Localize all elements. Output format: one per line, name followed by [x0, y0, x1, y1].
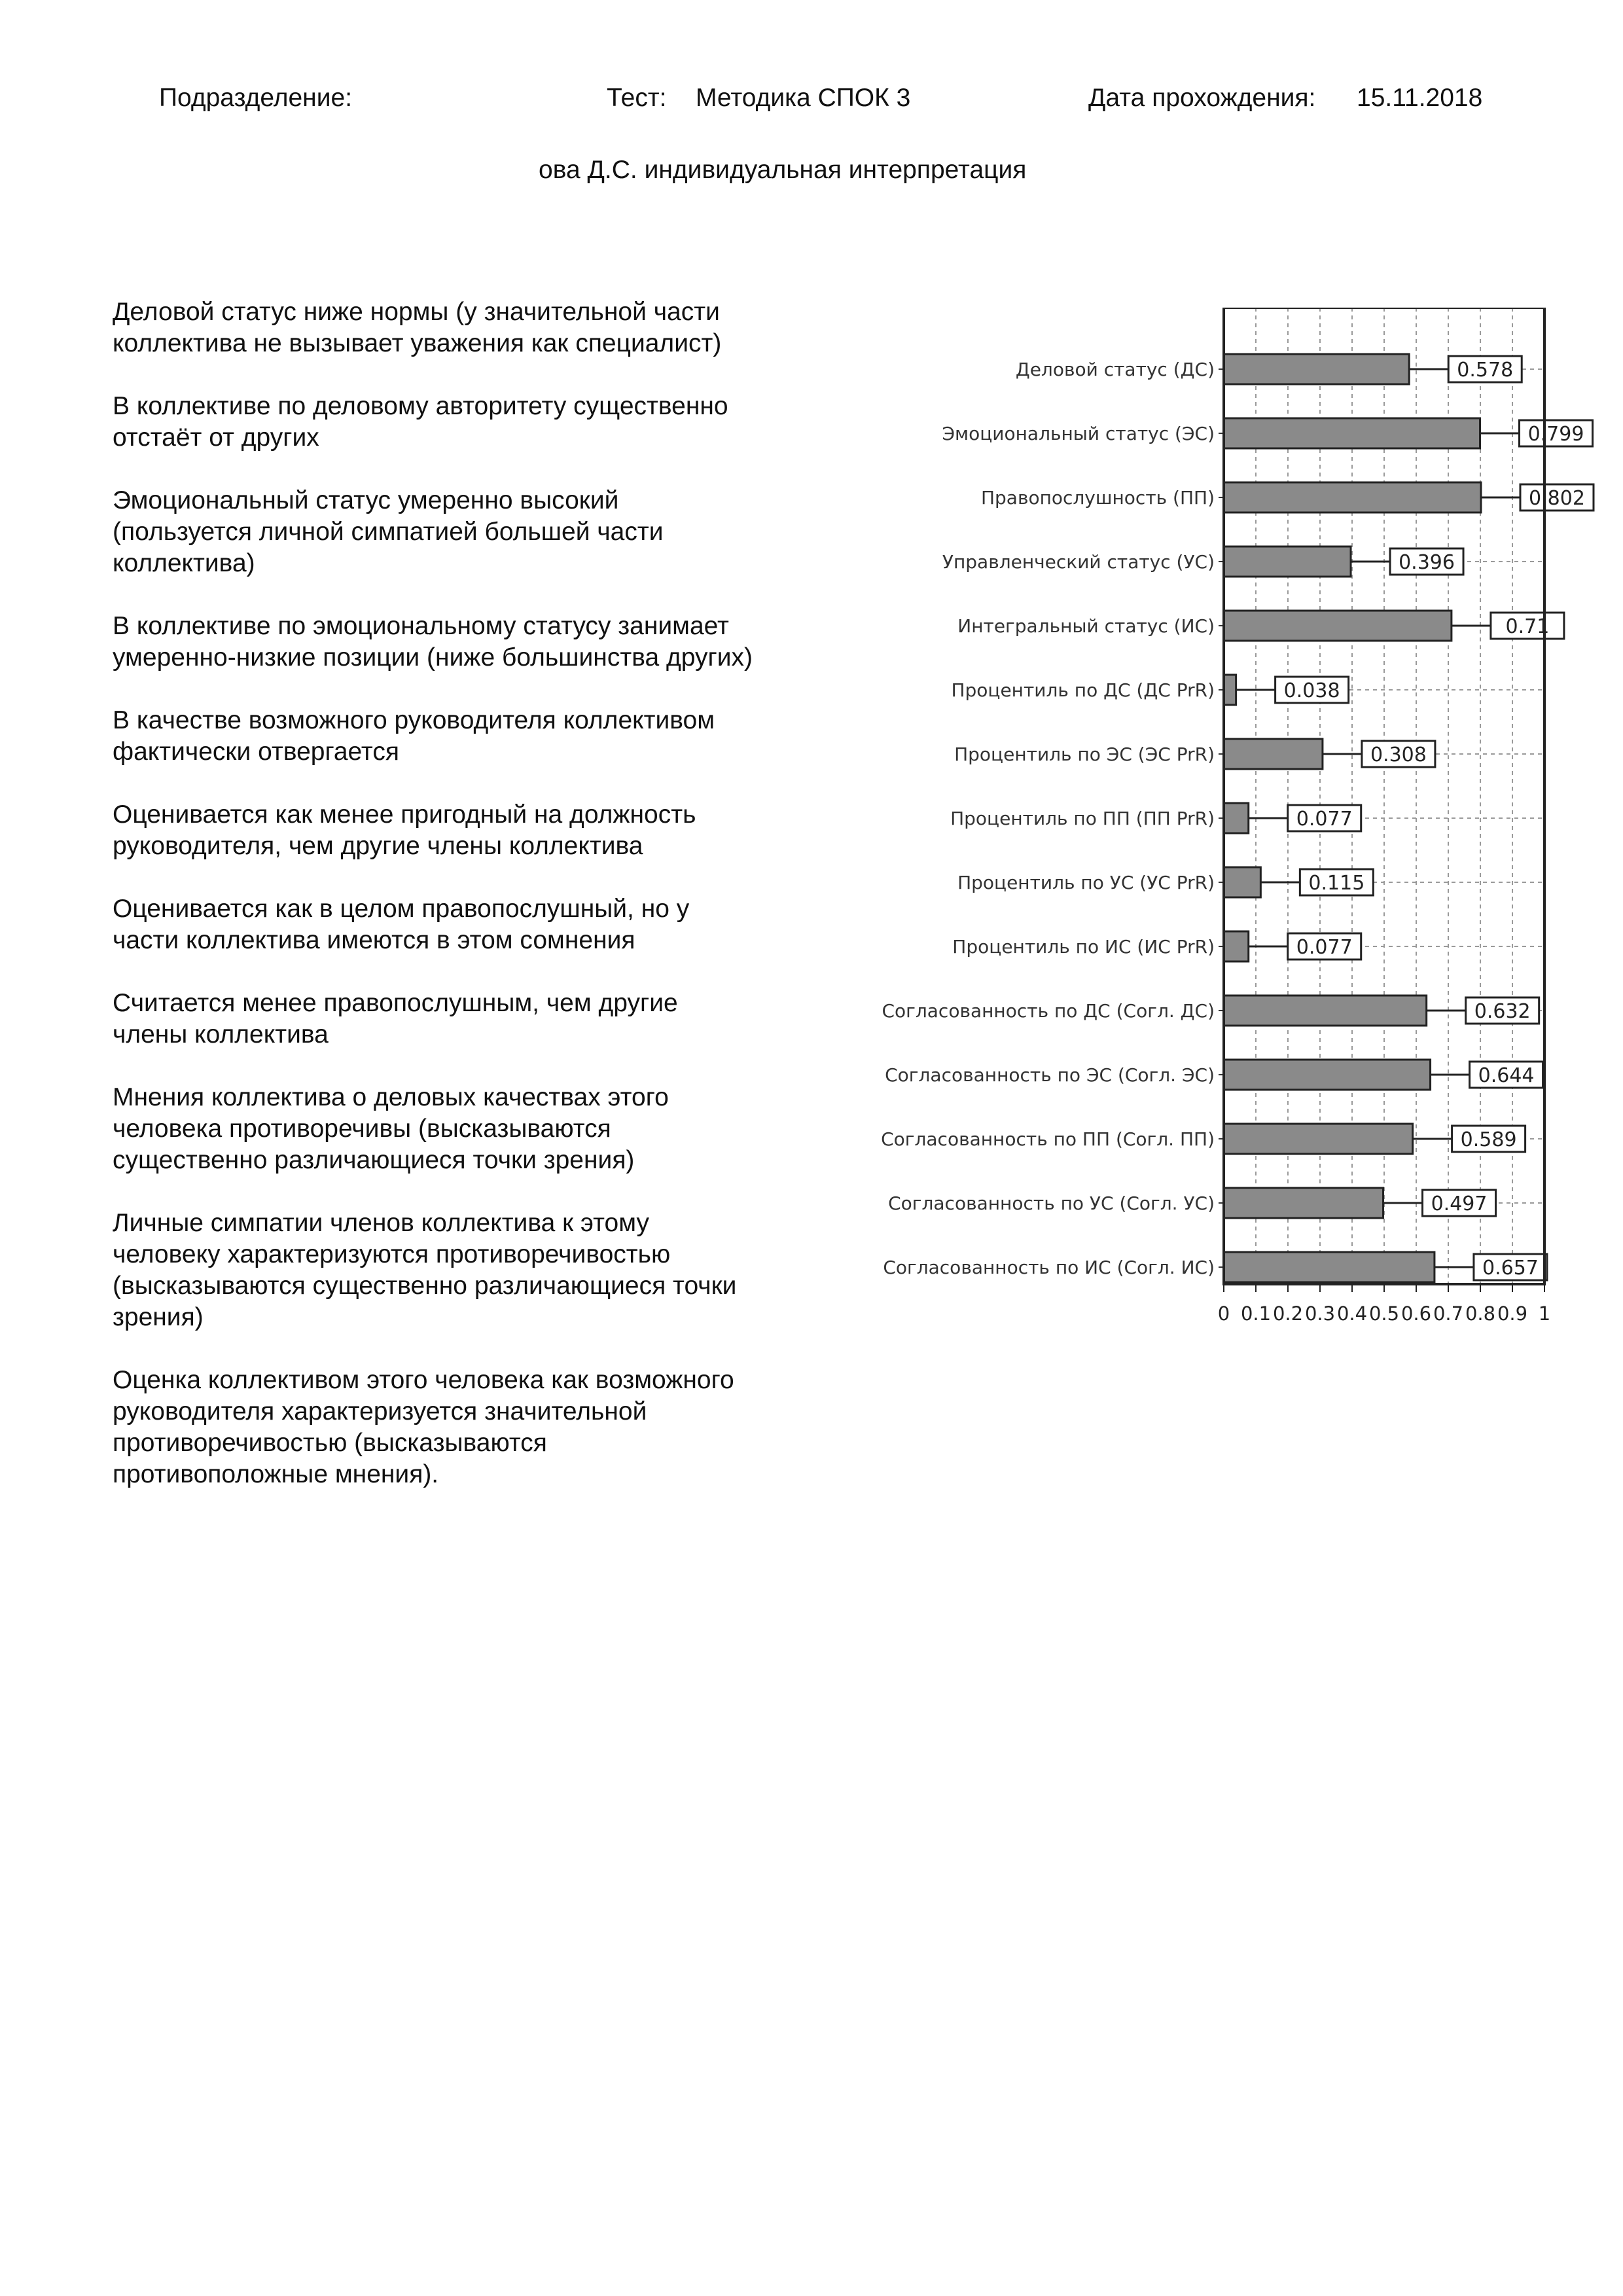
- category-label: Согласованность по УС (Согл. УС): [888, 1193, 1215, 1214]
- bar: [1224, 996, 1427, 1026]
- category-label: Эмоциональный статус (ЭС): [942, 423, 1215, 444]
- category-label: Процентиль по ПП (ПП PrR): [950, 808, 1215, 829]
- category-label: Процентиль по ИС (ИС PrR): [952, 936, 1215, 958]
- value-label: 0.038: [1283, 679, 1340, 702]
- category-label: Процентиль по ДС (ДС PrR): [951, 679, 1215, 701]
- interpretation-paragraph: В качестве возможного руководителя коллективом фактически отвергается: [113, 706, 715, 766]
- bar: [1224, 1252, 1435, 1282]
- x-tick-label: 1: [1538, 1302, 1551, 1325]
- value-label: 0.644: [1478, 1064, 1535, 1087]
- interpretation-paragraph: Личные симпатии членов коллектива к этому человеку характеризуются противоречивостью (высказываются существенно различающиеся точки зрения): [113, 1209, 737, 1331]
- value-label: 0.308: [1370, 744, 1427, 766]
- interpretation-paragraph: Эмоциональный статус умеренно высокий (пользуется личной симпатией большей части коллектива): [113, 486, 664, 577]
- category-label: Согласованность по ЭС (Согл. ЭС): [885, 1064, 1215, 1086]
- interpretation-paragraph: Оценивается как в целом правопослушный, но у части коллектива имеются в этом сомнения: [113, 895, 690, 954]
- bar: [1224, 867, 1260, 897]
- value-label: 0.802: [1529, 487, 1585, 510]
- category-label: Согласованность по ИС (Согл. ИС): [883, 1257, 1215, 1278]
- bar: [1224, 354, 1409, 384]
- bar: [1224, 1060, 1431, 1090]
- value-label: 0.077: [1296, 808, 1353, 831]
- interpretation-paragraph: Считается менее правопослушным, чем другие члены коллектива: [113, 989, 678, 1049]
- bar: [1224, 739, 1323, 769]
- bar: [1224, 675, 1236, 705]
- value-label: 0.578: [1457, 359, 1514, 382]
- bar: [1224, 418, 1480, 448]
- x-tick-label: 0.3: [1304, 1302, 1336, 1325]
- interpretation-paragraph: В коллективе по деловому авторитету существенно отстаёт от других: [113, 392, 728, 452]
- category-label: Управленческий статус (УС): [942, 551, 1215, 573]
- x-tick-label: 0.1: [1240, 1302, 1272, 1325]
- value-label: 0.497: [1431, 1193, 1488, 1215]
- category-label: Процентиль по ЭС (ЭС PrR): [954, 744, 1215, 765]
- bar: [1224, 1188, 1383, 1218]
- value-label: 0.799: [1527, 423, 1584, 446]
- department-label: Подразделение:: [159, 84, 353, 112]
- bar: [1224, 803, 1249, 833]
- value-label: 0.589: [1460, 1128, 1517, 1151]
- category-label: Процентиль по УС (УС PrR): [957, 872, 1215, 893]
- interpretation-paragraph: Оценка коллективом этого человека как возможного руководителя характеризуется значительной противоречивостью (высказываются противоположные мнения).: [113, 1366, 734, 1488]
- value-label: 0.077: [1296, 936, 1353, 959]
- interpretation-paragraph: Мнения коллектива о деловых качествах этого человека противоречивы (высказываются существенно различающиеся точки зрения): [113, 1083, 669, 1174]
- bar: [1224, 1124, 1413, 1154]
- bar: [1224, 931, 1249, 961]
- value-label: 0.71: [1505, 615, 1550, 638]
- category-label: Правопослушность (ПП): [980, 487, 1215, 509]
- date-value: 15.11.2018: [1357, 84, 1483, 112]
- x-tick-label: 0.6: [1400, 1302, 1432, 1325]
- category-label: Согласованность по ПП (Согл. ПП): [881, 1128, 1215, 1150]
- page-subtitle: ова Д.С. индивидуальная интерпретация: [539, 156, 1027, 184]
- bar: [1224, 547, 1351, 577]
- category-label: Интегральный статус (ИС): [957, 615, 1215, 637]
- x-tick-label: 0.8: [1465, 1302, 1496, 1325]
- category-label: Согласованность по ДС (Согл. ДС): [882, 1000, 1215, 1022]
- test-value: Методика СПОК 3: [696, 84, 911, 112]
- x-tick-label: 0.2: [1272, 1302, 1304, 1325]
- interpretation-paragraph: Деловой статус ниже нормы (у значительной части коллектива не вызывает уважения как специалист): [113, 298, 722, 357]
- category-label: Деловой статус (ДС): [1015, 359, 1215, 380]
- chart-x-axis: [1218, 1284, 1550, 1325]
- value-label: 0.115: [1308, 872, 1365, 895]
- bar: [1224, 482, 1481, 512]
- status-bar-chart: [812, 308, 1610, 1355]
- value-label: 0.632: [1474, 1000, 1531, 1023]
- value-label: 0.657: [1482, 1257, 1539, 1280]
- value-label: 0.396: [1399, 551, 1455, 574]
- bar: [1224, 611, 1452, 641]
- x-tick-label: 0.7: [1433, 1302, 1464, 1325]
- interpretation-paragraph: В коллективе по эмоциональному статусу занимает умеренно-низкие позиции (ниже большинства других): [113, 612, 753, 672]
- x-tick-label: 0: [1217, 1302, 1230, 1325]
- test-label: Тест:: [607, 84, 667, 112]
- x-tick-label: 0.9: [1497, 1302, 1528, 1325]
- interpretation-text: [113, 296, 754, 1522]
- x-tick-label: 0.4: [1336, 1302, 1368, 1325]
- x-tick-label: 0.5: [1368, 1302, 1400, 1325]
- date-label: Дата прохождения:: [1088, 84, 1316, 112]
- interpretation-paragraph: Оценивается как менее пригодный на должность руководителя, чем другие члены коллектива: [113, 800, 696, 860]
